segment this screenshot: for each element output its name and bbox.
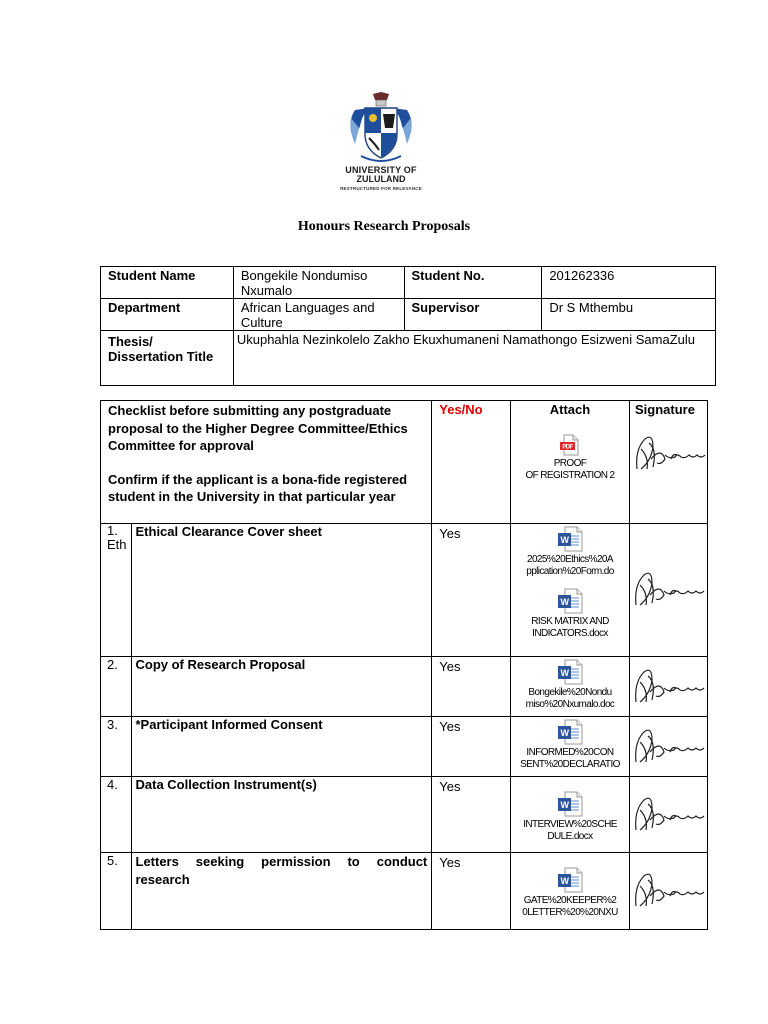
attachment-risk-matrix[interactable]	[514, 588, 626, 640]
item-answer: Yes	[432, 777, 511, 853]
department-value: African Languages and Culture	[233, 299, 404, 331]
svg-text:W: W	[560, 876, 569, 886]
handwritten-signature-icon	[630, 565, 706, 615]
item-signature-cell	[629, 717, 707, 777]
word-doc-icon	[557, 791, 583, 817]
attachment-caption-line1: PROOF	[553, 458, 587, 469]
checklist-row	[101, 524, 708, 657]
attachment-proof-of-registration[interactable]	[514, 434, 626, 482]
attachment-caption-line2: OF REGISTRATION 2	[525, 470, 615, 481]
student-name-value: Bongekile Nondumiso Nxumalo	[233, 267, 404, 299]
attachment-informed-consent[interactable]	[514, 719, 626, 771]
university-tagline: RESTRUCTURED FOR RELEVANCE	[340, 186, 422, 191]
handwritten-signature-icon	[630, 722, 706, 772]
checklist-header-cell	[101, 401, 432, 524]
item-label: Data Collection Instrument(s)	[131, 777, 432, 853]
svg-text:W: W	[560, 597, 569, 607]
checklist-row	[101, 853, 708, 930]
attachment-caption-line1: INFORMED%20CON	[526, 747, 614, 758]
col-signature-header: Signature	[634, 402, 695, 417]
signature-header-cell	[629, 401, 707, 524]
attachment-ethics-application-form[interactable]	[514, 526, 626, 578]
item-signature-cell	[629, 853, 707, 930]
item-label	[131, 853, 432, 930]
page-title: Honours Research Proposals	[297, 219, 471, 234]
word-doc-icon	[557, 867, 583, 893]
item-number: 2.	[101, 657, 132, 717]
student-no-value: 201262336	[542, 267, 716, 299]
item-label-line1: Letters seeking permission to conduct	[135, 854, 428, 869]
attachment-interview-schedule[interactable]	[514, 791, 626, 843]
supervisor-value: Dr S Mthembu	[542, 299, 716, 331]
checklist-table	[100, 400, 708, 930]
word-doc-icon	[557, 659, 583, 685]
item-attachments	[511, 777, 630, 853]
attachment-gatekeeper-letter[interactable]	[514, 867, 626, 919]
checklist-row	[101, 657, 708, 717]
item-answer: Yes	[432, 657, 511, 717]
attachment-caption-line2: pplication%20Form.do	[526, 566, 614, 577]
item-number: 5.	[101, 853, 132, 930]
svg-text:PDF: PDF	[562, 444, 573, 451]
item-answer: Yes	[432, 717, 511, 777]
svg-text:W: W	[560, 728, 569, 738]
attachment-caption-line1: Bongekile%20Nondu	[528, 687, 612, 698]
attachment-caption-line1: GATE%20KEEPER%2	[523, 895, 617, 906]
item-label: *Participant Informed Consent	[131, 717, 432, 777]
university-logo	[331, 92, 431, 194]
item-attachments	[511, 717, 630, 777]
attachment-caption-line2: 0LETTER%20%20NXU	[522, 907, 618, 918]
handwritten-signature-icon	[630, 790, 706, 840]
checklist-row	[101, 717, 708, 777]
item-attachments	[511, 853, 630, 930]
item-signature-cell	[629, 657, 707, 717]
svg-text:W: W	[560, 535, 569, 545]
item-number: 1. Eth	[101, 524, 132, 657]
item-label: Copy of Research Proposal	[131, 657, 432, 717]
handwritten-signature-icon	[630, 866, 706, 916]
item-attachments	[511, 524, 630, 657]
attachment-caption-line2: SENT%20DECLARATIO	[520, 759, 620, 770]
item-signature-cell	[629, 524, 707, 657]
university-crest-icon	[343, 92, 419, 164]
attachment-caption-line1: 2025%20Ethics%20A	[526, 554, 613, 565]
attachment-caption-line1: INTERVIEW%20SCHE	[523, 819, 617, 830]
attachment-caption-line2: DULE.docx	[547, 831, 593, 842]
word-doc-icon	[557, 588, 583, 614]
item-answer: Yes	[432, 524, 511, 657]
checklist-header-row	[101, 401, 708, 524]
handwritten-signature-icon	[630, 662, 706, 712]
item-number: 3.	[101, 717, 132, 777]
attachment-research-proposal[interactable]	[514, 659, 626, 711]
attach-header-cell	[511, 401, 630, 524]
item-signature-cell	[629, 777, 707, 853]
thesis-label: Thesis/ Dissertation Title	[101, 331, 234, 386]
department-label: Department	[101, 299, 234, 331]
checklist-header-text1: Checklist before submitting any postgraduate proposal to the Higher Degree Committee/Ethics Committee for approval	[108, 403, 408, 453]
col-attach-header: Attach	[549, 402, 591, 417]
student-info-table	[100, 266, 716, 386]
pdf-file-icon	[559, 434, 581, 456]
svg-text:W: W	[560, 800, 569, 810]
item-attachments	[511, 657, 630, 717]
item-label: Ethical Clearance Cover sheet	[131, 524, 432, 657]
item-number: 4.	[101, 777, 132, 853]
university-name-line2: ZULULAND	[356, 174, 406, 184]
attachment-caption-line2: miso%20Nxumalo.doc	[525, 699, 615, 710]
student-name-label: Student Name	[101, 267, 234, 299]
student-no-label: Student No.	[404, 267, 542, 299]
checklist-row	[101, 777, 708, 853]
word-doc-icon	[557, 526, 583, 552]
university-name-line1: UNIVERSITY OF	[345, 165, 417, 175]
item-label-line2: research	[135, 872, 190, 887]
checklist-header-text2: Confirm if the applicant is a bona-fide registered student in the University in that particular year	[108, 471, 408, 504]
item-answer: Yes	[432, 853, 511, 930]
supervisor-label: Supervisor	[404, 299, 542, 331]
thesis-value: Ukuphahla Nezinkolelo Zakho Ekuxhumaneni Namathongo Esizweni SamaZulu	[233, 331, 715, 386]
attachment-caption-line1: RISK MATRIX AND	[531, 616, 609, 627]
col-yesno-header: Yes/No	[432, 401, 511, 524]
attachment-caption-line2: INDICATORS.docx	[532, 628, 608, 639]
handwritten-signature-icon	[631, 429, 707, 479]
svg-text:W: W	[560, 668, 569, 678]
word-doc-icon	[557, 719, 583, 745]
